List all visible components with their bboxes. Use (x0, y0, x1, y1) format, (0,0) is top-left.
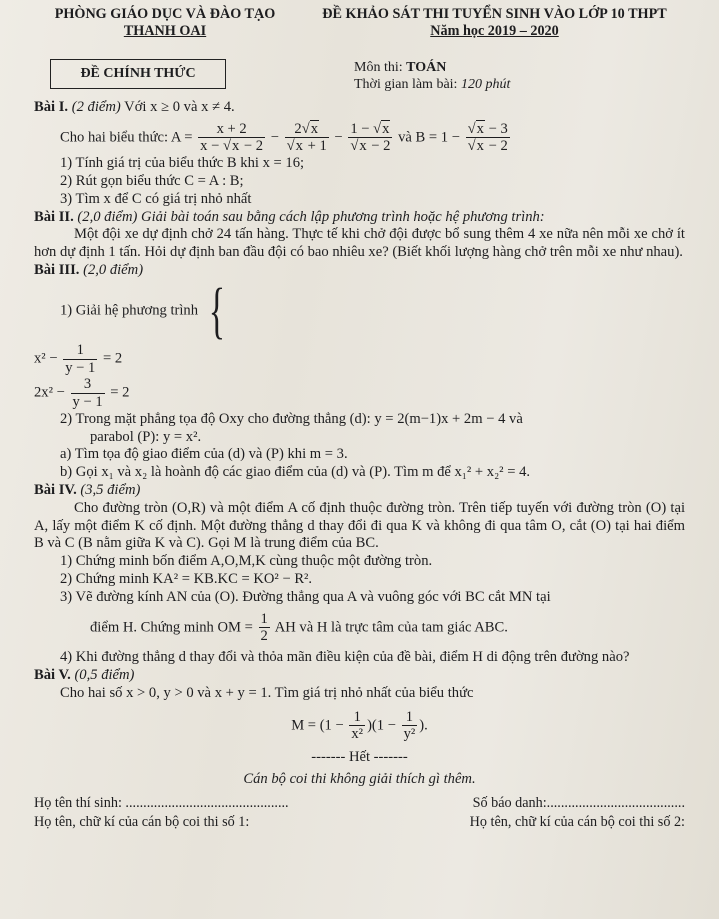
section-5-text: Cho hai số x > 0, y > 0 và x + y = 1. Tìm giá trị nhỏ nhất của biểu thức (60, 684, 474, 701)
q1-1: 1) Tính giá trị của biểu thức B khi x = 16; (60, 155, 305, 172)
proctor-2-signature: Họ tên, chữ kí của cán bộ coi thi số 2: (469, 814, 685, 831)
section-4-text: Cho đường tròn (O,R) và một điểm A cố định thuộc đường tròn. Trên tiếp tuyến với đường tròn (O) tại A, lấy một điểm K cố định. Một đường thẳng d thay đổi đi qua K và không đi qua tâm O, cắt (O) tại hai điểm B và C (B nằm giữa K và C). Gọi M là trung điểm của BC. (34, 499, 685, 552)
section-1-head: Bài I. (34, 98, 69, 115)
section-1 (34, 99, 685, 209)
section-5-head: Bài V. (34, 666, 71, 683)
end-mark: ------- Hết ------- (311, 749, 408, 766)
expressions: Cho hai biểu thức: A = $\frac{x + 2}{x - √ x - 2}$ − 2√ x √ x + 1 − 1 − √ x √ x − 2 và B = 1 − √ x − 3 √ x − 2 (34, 121, 685, 156)
q4-4: 4) Khi đường thẳng d thay đổi và thỏa mãn điều kiện của đề bài, điểm H di động trên đường nào? (60, 649, 630, 666)
exam-info (354, 59, 510, 93)
department: PHÒNG GIÁO DỤC VÀ ĐÀO TẠO (54, 6, 276, 22)
q1-2: 2) Rút gọn biểu thức C = A : B; (60, 172, 244, 189)
expression-m: M = (1 − $\frac{1}{\text{x²}}$ )(1 − $\frac{1}{\text{y²}}$ ). (291, 708, 428, 743)
section-2-points: (2,0 điểm) Giải bài toán sau bằng cách lập phương trình hoặc hệ phương trình: (77, 208, 545, 225)
time-label: Thời gian làm bài: (354, 76, 458, 92)
subject: TOÁN (406, 59, 447, 75)
q4-3b-post: AH và H là trực tâm của tam giác ABC. (274, 619, 508, 636)
q3-a: a) Tìm tọa độ giao điểm của (d) và (P) khi m = 3. (60, 446, 348, 463)
section-3: Bài III. (2,0 điểm) 1) Giải hệ phương trình { x² − $\frac{1}{y - 1}$ = 2 2x² − $\frac{3}{y - 1}$ = 2 2) Trong mặt phẳng tọa độ Oxy cho đường thẳng (d): y = 2(m−1)x + 2m − 4 và parabol (P): y = x². a) Tìm tọa độ giao điểm của (d) và (P) khi m = 3. b) Gọi x₁ và x₂ là hoành độ các giao điểm của (d) và (P). Tìm m để x₁² + x₂² = 4. (34, 262, 685, 482)
section-2-text: Một đội xe dự định chở 24 tấn hàng. Thực tế khi chở đội được bổ sung thêm 4 xe nữa nên mỗi xe chở ít hơn dự định 1 tấn. Hỏi dự định ban đầu đội có bao nhiêu xe? (Biết khối lượng hàng chở trên mỗi xe như nhau). (34, 226, 685, 261)
header (34, 6, 685, 41)
proctor-1-signature: Họ tên, chữ kí của cán bộ coi thi số 1: (34, 814, 250, 831)
proctor-note: Cán bộ coi thi không giải thích gì thêm. (243, 770, 476, 787)
candidate-name-field: Họ tên thí sinh: .............................................. (34, 794, 289, 811)
section-4-points: (3,5 điểm) (80, 482, 141, 499)
proctor-signatures (34, 814, 685, 831)
q3-b: b) Gọi x₁ và x₂ là hoành độ các giao điểm của (d) và (P). Tìm m để x₁² + x₂² = 4. (60, 464, 531, 481)
q3-2b: parabol (P): y = x². (90, 428, 202, 445)
time: 120 phút (460, 76, 511, 92)
section-2 (34, 209, 685, 262)
section-2-head: Bài II. (34, 208, 74, 225)
q3-2a: 2) Trong mặt phẳng tọa độ Oxy cho đường thẳng (d): y = 2(m−1)x + 2m − 4 và (60, 410, 523, 427)
section-3-head: Bài III. (34, 261, 80, 278)
q4-3b-pre: điểm H. Chứng minh OM = (90, 619, 253, 636)
section-1-condition: Với x ≥ 0 và x ≠ 4. (124, 98, 235, 115)
section-4-head: Bài IV. (34, 482, 77, 499)
school-year: Năm học 2019 – 2020 (430, 23, 559, 40)
q4-2: 2) Chứng minh KA² = KB.KC = KO² − R². (60, 571, 313, 588)
subject-label: Môn thi: (354, 59, 403, 75)
section-5 (34, 667, 685, 743)
district: THANH OAI (123, 23, 207, 40)
exam-title: ĐỀ KHẢO SÁT THI TUYỂN SINH VÀO LỚP 10 THPT (322, 6, 667, 22)
section-1-points: (2 điểm) (71, 98, 121, 115)
official-badge: ĐỀ CHÍNH THỨC (50, 59, 226, 89)
section-5-points: (0,5 điểm) (74, 666, 135, 683)
q3-1: 1) Giải hệ phương trình (60, 302, 199, 319)
candidate-info (34, 795, 685, 812)
q4-1: 1) Chứng minh bốn điểm A,O,M,K cùng thuộc một đường tròn. (60, 553, 433, 570)
section-4 (34, 482, 685, 667)
section-3-points: (2,0 điểm) (83, 261, 144, 278)
q4-3a: 3) Vẽ đường kính AN của (O). Đường thẳng qua A và vuông góc với BC cắt MN tại (60, 588, 551, 605)
expressions-intro: Cho hai biểu thức: (60, 129, 169, 146)
q4-3b: điểm H. Chứng minh OM = $\frac{1}{2}$ AH và H là trực tâm của tam giác ABC. (90, 610, 508, 645)
candidate-id-field: Số báo danh:....................................... (472, 794, 685, 811)
equation-system: 1) Giải hệ phương trình { (60, 276, 225, 345)
q1-3: 3) Tìm x để C có giá trị nhỏ nhất (60, 190, 252, 207)
